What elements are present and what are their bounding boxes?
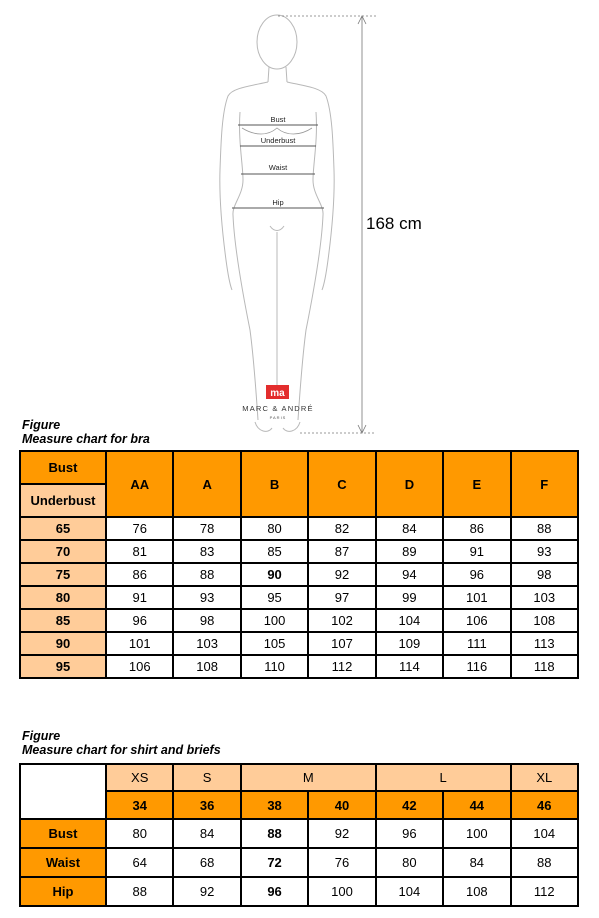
table-row — [20, 540, 578, 563]
bust-value-cell: 105 — [241, 632, 308, 655]
measure-value-cell: 76 — [308, 848, 375, 877]
bust-value-cell: 76 — [106, 517, 173, 540]
brand-name: MARC & ANDRÉ — [242, 404, 314, 413]
measure-value-cell: 92 — [308, 819, 375, 848]
size-letter: XL — [511, 764, 578, 791]
measure-value-cell: 84 — [173, 819, 240, 848]
bust-value-cell: 91 — [106, 586, 173, 609]
bust-value-cell: 81 — [106, 540, 173, 563]
bust-value-cell: 106 — [443, 609, 510, 632]
bust-value-cell: 103 — [173, 632, 240, 655]
bust-value-cell: 108 — [511, 609, 578, 632]
bust-value-cell: 113 — [511, 632, 578, 655]
measure-value-cell: 108 — [443, 877, 510, 906]
table-row — [20, 848, 578, 877]
bust-value-cell: 96 — [106, 609, 173, 632]
size-letter: S — [173, 764, 240, 791]
measure-value-cell: 88 — [511, 848, 578, 877]
bust-value-cell: 86 — [106, 563, 173, 586]
bra-caption-line2: Measure chart for bra — [22, 432, 150, 446]
bust-value-cell: 95 — [241, 586, 308, 609]
bust-value-cell: 118 — [511, 655, 578, 678]
table-row — [20, 563, 578, 586]
bust-value-cell: 107 — [308, 632, 375, 655]
bust-value-cell: 98 — [511, 563, 578, 586]
table-row — [20, 517, 578, 540]
shirt-caption-line2: Measure chart for shirt and briefs — [22, 743, 221, 757]
shirt-measure-table — [19, 763, 579, 907]
measure-value-cell: 96 — [376, 819, 443, 848]
table-row — [20, 877, 578, 906]
measure-value-cell: 84 — [443, 848, 510, 877]
underbust-value: 70 — [20, 540, 106, 563]
bust-value-cell: 83 — [173, 540, 240, 563]
underbust-value: 95 — [20, 655, 106, 678]
size-number: 36 — [173, 791, 240, 819]
measure-value-cell: 68 — [173, 848, 240, 877]
cup-header: E — [443, 451, 510, 517]
shirt-chart-caption — [22, 729, 221, 757]
body-outline — [220, 15, 334, 431]
bust-value-cell: 101 — [106, 632, 173, 655]
measure-value-cell: 96 — [241, 877, 308, 906]
bust-value-cell: 99 — [376, 586, 443, 609]
brand-sub: PARIS — [269, 415, 287, 420]
table-row — [20, 655, 578, 678]
bust-value-cell: 102 — [308, 609, 375, 632]
cup-header: F — [511, 451, 578, 517]
bra-measure-table — [19, 450, 579, 679]
bust-value-cell: 88 — [173, 563, 240, 586]
size-letter: L — [376, 764, 511, 791]
size-number: 38 — [241, 791, 308, 819]
body-figure-illustration — [0, 0, 599, 440]
cup-header: B — [241, 451, 308, 517]
measure-value-cell: 72 — [241, 848, 308, 877]
bust-value-cell: 89 — [376, 540, 443, 563]
bust-value-cell: 106 — [106, 655, 173, 678]
bust-value-cell: 96 — [443, 563, 510, 586]
measure-value-cell: 92 — [173, 877, 240, 906]
measure-value-cell: 88 — [106, 877, 173, 906]
bust-value-cell: 92 — [308, 563, 375, 586]
corner-cell — [20, 764, 106, 819]
bust-value-cell: 90 — [241, 563, 308, 586]
cup-header: A — [173, 451, 240, 517]
table-row — [20, 609, 578, 632]
bust-value-cell: 82 — [308, 517, 375, 540]
hip-figure-label: Hip — [272, 198, 284, 207]
underbust-value: 65 — [20, 517, 106, 540]
bust-value-cell: 101 — [443, 586, 510, 609]
bust-value-cell: 111 — [443, 632, 510, 655]
bust-value-cell: 110 — [241, 655, 308, 678]
measure-label: Waist — [20, 848, 106, 877]
bust-value-cell: 112 — [308, 655, 375, 678]
measure-value-cell: 112 — [511, 877, 578, 906]
underbust-value: 75 — [20, 563, 106, 586]
underbust-value: 85 — [20, 609, 106, 632]
measure-label: Hip — [20, 877, 106, 906]
bra-chart-caption — [22, 418, 150, 446]
size-number: 46 — [511, 791, 578, 819]
underbust-value: 80 — [20, 586, 106, 609]
measure-value-cell: 88 — [241, 819, 308, 848]
cup-header: AA — [106, 451, 173, 517]
shirt-table-body — [20, 819, 578, 906]
underbust-figure-label: Underbust — [260, 136, 296, 145]
bust-value-cell: 86 — [443, 517, 510, 540]
bust-value-cell: 84 — [376, 517, 443, 540]
cup-header: D — [376, 451, 443, 517]
table-row — [20, 586, 578, 609]
bust-value-cell: 93 — [511, 540, 578, 563]
bust-value-cell: 80 — [241, 517, 308, 540]
measure-value-cell: 64 — [106, 848, 173, 877]
waist-figure-label: Waist — [268, 163, 288, 172]
measure-label: Bust — [20, 819, 106, 848]
height-value: 168 cm — [366, 214, 422, 233]
bust-value-cell: 103 — [511, 586, 578, 609]
measure-value-cell: 80 — [376, 848, 443, 877]
size-letter: M — [241, 764, 376, 791]
bust-value-cell: 100 — [241, 609, 308, 632]
table-row — [20, 632, 578, 655]
bust-value-cell: 85 — [241, 540, 308, 563]
size-number: 34 — [106, 791, 173, 819]
bust-value-cell: 98 — [173, 609, 240, 632]
underbust-value: 90 — [20, 632, 106, 655]
shirt-caption-line1: Figure — [22, 729, 61, 743]
measure-value-cell: 100 — [443, 819, 510, 848]
measure-value-cell: 104 — [511, 819, 578, 848]
bust-value-cell: 97 — [308, 586, 375, 609]
brand-logo-text: ma — [270, 388, 285, 399]
measure-value-cell: 100 — [308, 877, 375, 906]
bust-value-cell: 87 — [308, 540, 375, 563]
bust-value-cell: 78 — [173, 517, 240, 540]
size-number: 44 — [443, 791, 510, 819]
underbust-header: Underbust — [20, 484, 106, 517]
bust-figure-label: Bust — [270, 115, 286, 124]
bust-value-cell: 88 — [511, 517, 578, 540]
bust-value-cell: 104 — [376, 609, 443, 632]
size-number: 40 — [308, 791, 375, 819]
height-dimension-line — [278, 16, 376, 433]
bra-table-body — [20, 517, 578, 678]
measure-value-cell: 80 — [106, 819, 173, 848]
bust-value-cell: 108 — [173, 655, 240, 678]
size-number: 42 — [376, 791, 443, 819]
bust-value-cell: 91 — [443, 540, 510, 563]
cup-header: C — [308, 451, 375, 517]
measure-value-cell: 104 — [376, 877, 443, 906]
table-row — [20, 819, 578, 848]
bust-value-cell: 114 — [376, 655, 443, 678]
bust-header: Bust — [20, 451, 106, 484]
bust-value-cell: 109 — [376, 632, 443, 655]
bra-caption-line1: Figure — [22, 418, 61, 432]
bust-value-cell: 93 — [173, 586, 240, 609]
bust-value-cell: 116 — [443, 655, 510, 678]
bust-value-cell: 94 — [376, 563, 443, 586]
size-letter: XS — [106, 764, 173, 791]
